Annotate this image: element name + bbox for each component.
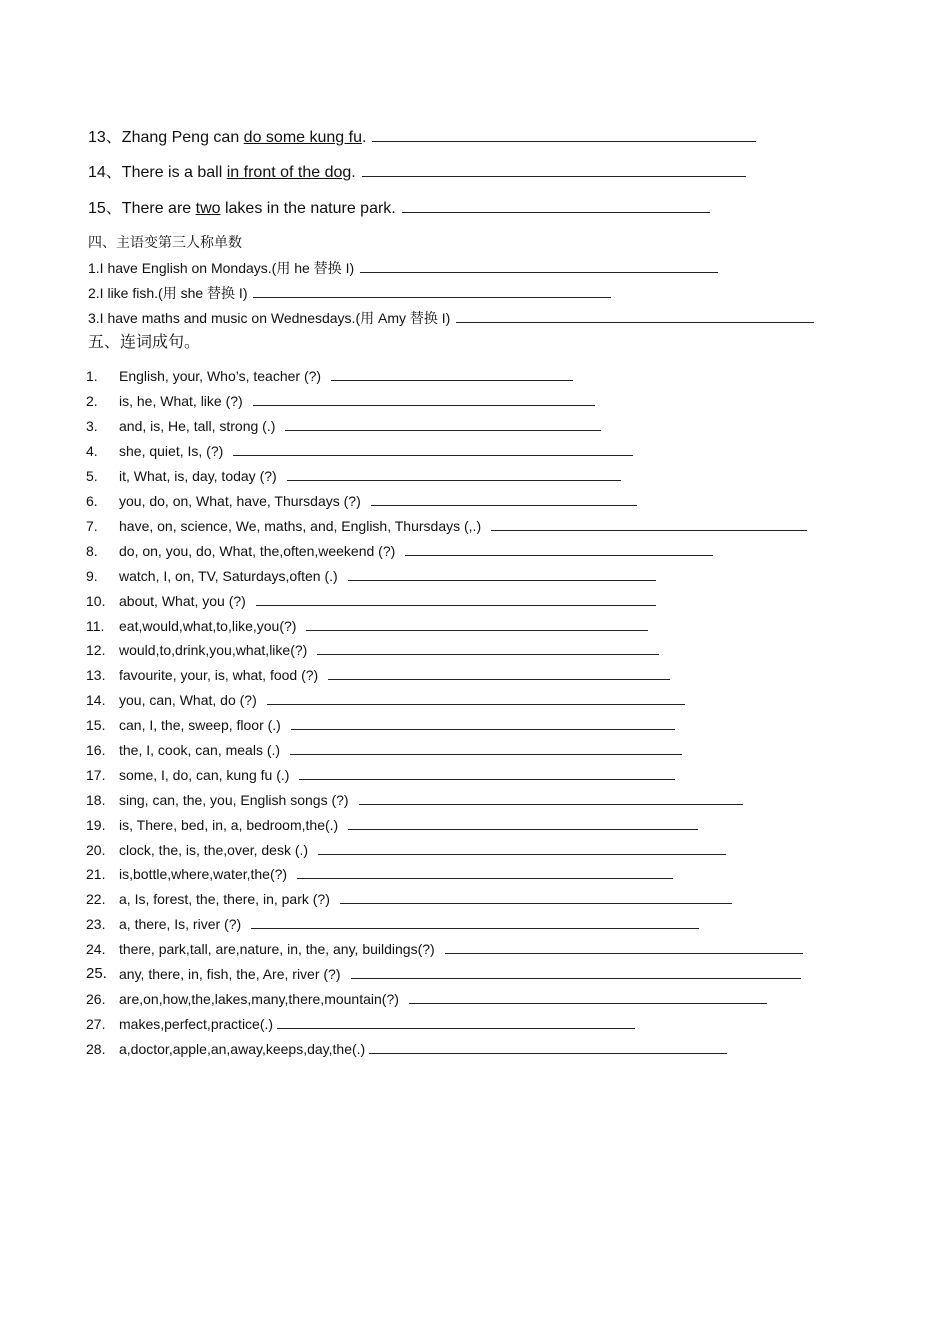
answer-blank[interactable] xyxy=(348,817,698,830)
answer-blank[interactable] xyxy=(456,310,814,323)
answer-blank[interactable] xyxy=(371,493,637,506)
answer-blank[interactable] xyxy=(251,916,699,929)
answer-blank[interactable] xyxy=(253,285,611,298)
item-words: are,on,how,the,lakes,many,there,mountain(?) xyxy=(119,991,399,1007)
item-words: sing, can, the, you, English songs (?) xyxy=(119,792,349,808)
item-words: about, What, you (?) xyxy=(119,593,246,609)
item-number: 6. xyxy=(86,493,98,509)
item-words: any, there, in, fish, the, Are, river (?) xyxy=(119,966,341,982)
item-number: 12. xyxy=(86,642,106,658)
item-words: is, There, bed, in, a, bedroom,the(.) xyxy=(119,817,339,833)
item-number: 3. xyxy=(86,418,98,434)
underlined-phrase: two xyxy=(195,200,221,217)
answer-blank[interactable] xyxy=(402,198,710,213)
item-words: is, he, What, like (?) xyxy=(119,393,243,409)
item-number: 22. xyxy=(86,891,106,907)
answer-blank[interactable] xyxy=(233,443,633,456)
item-number: 27. xyxy=(86,1016,106,1032)
item-words: have, on, science, We, maths, and, English, Thursdays (,.) xyxy=(119,518,482,534)
item-text: 2.I like fish.(用 she 替换 I) xyxy=(88,285,248,301)
item-number: 21. xyxy=(86,866,106,882)
item-words: do, on, you, do, What, the,often,weekend (?) xyxy=(119,543,396,559)
item-words: you, do, on, What, have, Thursdays (?) xyxy=(119,493,361,509)
item-number: 5. xyxy=(86,468,98,484)
item-number: 2. xyxy=(86,393,98,409)
answer-blank[interactable] xyxy=(318,842,726,855)
third-person-item-2 xyxy=(88,284,611,302)
item-number: 17. xyxy=(86,767,106,783)
item-words: it, What, is, day, today (?) xyxy=(119,468,277,484)
item-words: a,doctor,apple,an,away,keeps,day,the(.) xyxy=(119,1041,366,1057)
item-words: there, park,tall, are,nature, in, the, any, buildings(?) xyxy=(119,941,435,957)
answer-blank[interactable] xyxy=(331,368,573,381)
item-words: makes,perfect,practice(.) xyxy=(119,1016,274,1032)
item-text: 1.I have English on Mondays.(用 he 替换 I) xyxy=(88,260,355,276)
answer-blank[interactable] xyxy=(372,127,756,142)
item-words: eat,would,what,to,like,you(?) xyxy=(119,618,297,634)
item-words: watch, I, on, TV, Saturdays,often (.) xyxy=(119,568,338,584)
rewrite-question-14 xyxy=(88,162,746,183)
item-number: 9. xyxy=(86,568,98,584)
question-text: 15、There are xyxy=(88,200,196,217)
item-words: would,to,drink,you,what,like(?) xyxy=(119,642,308,658)
item-text: 3.I have maths and music on Wednesdays.(用 Amy 替换 I) xyxy=(88,310,451,326)
answer-blank[interactable] xyxy=(299,767,675,780)
item-words: clock, the, is, the,over, desk (.) xyxy=(119,842,309,858)
answer-blank[interactable] xyxy=(340,891,732,904)
item-number: 14. xyxy=(86,692,106,708)
answer-blank[interactable] xyxy=(277,1016,635,1029)
rewrite-question-13 xyxy=(88,127,756,148)
item-words: a, Is, forest, the, there, in, park (?) xyxy=(119,891,330,907)
item-words: can, I, the, sweep, floor (.) xyxy=(119,717,281,733)
item-number: 26. xyxy=(86,991,106,1007)
item-number: 25. xyxy=(86,965,107,982)
item-number: 1. xyxy=(86,368,98,384)
answer-blank[interactable] xyxy=(369,1041,727,1054)
item-number: 16. xyxy=(86,742,106,758)
item-number: 28. xyxy=(86,1041,106,1057)
question-text: 14、There is a ball xyxy=(88,164,227,181)
item-number: 8. xyxy=(86,543,98,559)
question-text-end: . xyxy=(351,164,356,181)
item-number: 20. xyxy=(86,842,106,858)
answer-blank[interactable] xyxy=(409,991,767,1004)
item-number: 15. xyxy=(86,717,106,733)
item-number: 11. xyxy=(86,618,105,634)
item-words: you, can, What, do (?) xyxy=(119,692,257,708)
item-number: 10. xyxy=(86,593,106,609)
answer-blank[interactable] xyxy=(267,692,685,705)
answer-blank[interactable] xyxy=(256,593,656,606)
item-number: 19. xyxy=(86,817,106,833)
answer-blank[interactable] xyxy=(360,260,718,273)
item-words: she, quiet, Is, (?) xyxy=(119,443,224,459)
item-words: a, there, Is, river (?) xyxy=(119,916,242,932)
answer-blank[interactable] xyxy=(287,468,621,481)
question-text-end: . xyxy=(361,129,367,146)
question-text: 13、Zhang Peng can xyxy=(88,129,244,146)
answer-blank[interactable] xyxy=(491,518,807,531)
item-words: favourite, your, is, what, food (?) xyxy=(119,667,319,683)
section-4-heading: 四、主语变第三人称单数 xyxy=(88,235,242,251)
answer-blank[interactable] xyxy=(362,162,746,177)
answer-blank[interactable] xyxy=(253,393,595,406)
rewrite-question-15 xyxy=(88,198,710,219)
answer-blank[interactable] xyxy=(351,966,801,979)
answer-blank[interactable] xyxy=(297,866,673,879)
third-person-item-1 xyxy=(88,259,718,277)
item-number: 7. xyxy=(86,518,98,534)
item-number: 24. xyxy=(86,941,106,957)
item-number: 23. xyxy=(86,916,106,932)
answer-blank[interactable] xyxy=(290,742,682,755)
answer-blank[interactable] xyxy=(405,543,713,556)
answer-blank[interactable] xyxy=(317,642,659,655)
answer-blank[interactable] xyxy=(306,618,648,631)
item-words: the, I, cook, can, meals (.) xyxy=(119,742,281,758)
item-number: 13. xyxy=(86,667,106,683)
item-words: some, I, do, can, kung fu (.) xyxy=(119,767,290,783)
section-5-heading: 五、连词成句。 xyxy=(88,332,201,351)
answer-blank[interactable] xyxy=(445,941,803,954)
underlined-phrase: do some kung fu xyxy=(243,129,362,146)
item-number: 18. xyxy=(86,792,106,808)
item-words: English, your, Who’s, teacher (?) xyxy=(119,368,322,384)
item-number: 4. xyxy=(86,443,98,459)
answer-blank[interactable] xyxy=(291,717,675,730)
answer-blank[interactable] xyxy=(359,792,743,805)
underlined-phrase: in front of the dog xyxy=(226,164,352,181)
item-words: and, is, He, tall, strong (.) xyxy=(119,418,276,434)
question-text-end: lakes in the nature park. xyxy=(220,200,396,217)
answer-blank[interactable] xyxy=(348,568,656,581)
answer-blank[interactable] xyxy=(285,418,601,431)
answer-blank[interactable] xyxy=(328,667,670,680)
third-person-item-3 xyxy=(88,309,814,327)
item-words: is,bottle,where,water,the(?) xyxy=(119,866,288,882)
